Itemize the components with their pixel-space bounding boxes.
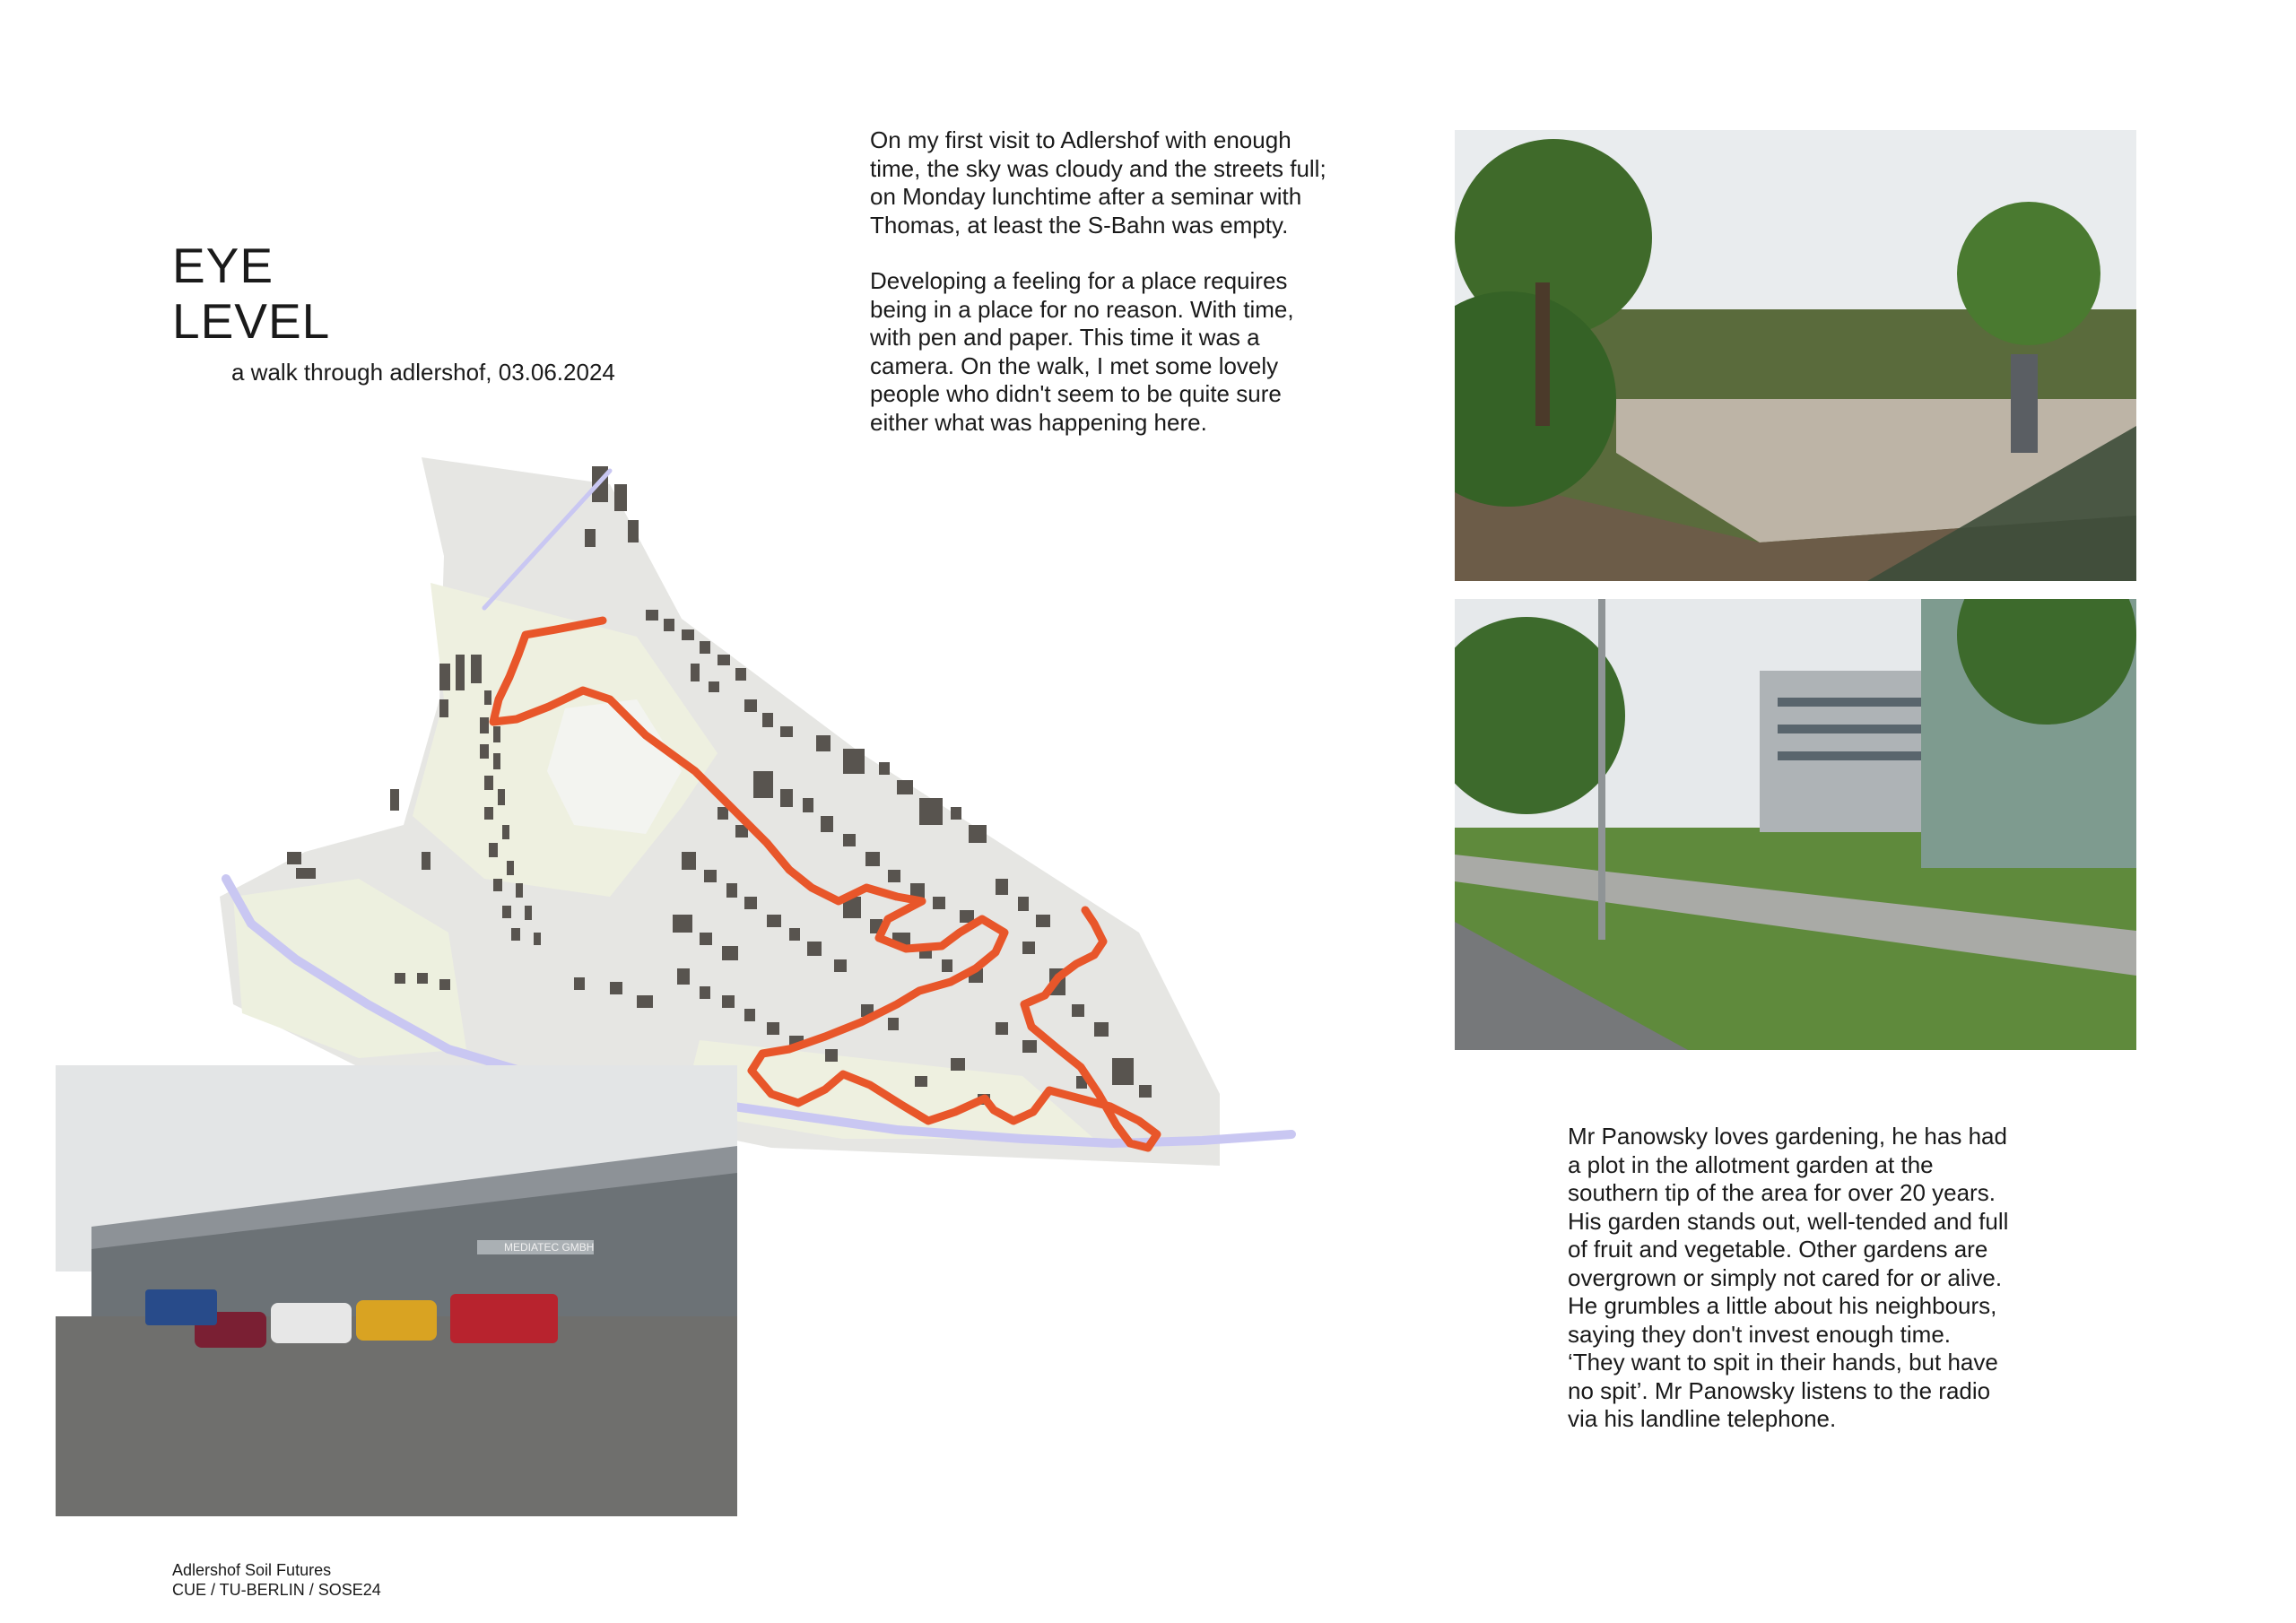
intro-paragraph-1: On my first visit to Adlershof with enough time, the sky was cloudy and the streets full; on Monday lunchtime after a seminar with Thomas, at least the S-Bahn was empty. <box>870 126 1326 239</box>
warehouse-sign: MEDIATEC GMBH <box>504 1241 595 1254</box>
intro-text <box>870 126 1336 437</box>
title-block <box>172 238 330 349</box>
photo-campus-lawn <box>1455 599 2136 1050</box>
footer-project-name: Adlershof Soil Futures <box>172 1561 332 1579</box>
intro-paragraph-2: Developing a feeling for a place requires being in a place for no reason. With time, with pen and paper. This time it was a camera. On the walk, I met some lovely people who didn't seem to be quite sure either what was happening here. <box>870 267 1294 436</box>
story-paragraph: Mr Panowsky loves gardening, he has had a plot in the allotment garden at the southern tip of the area for over 20 years. His garden stands out, well-tended and full of fruit and vegetable. Other gardens are overgrown or simply not cared for or alive. He grumbles a little about his neighbours, saying they don't invest enough time. ‘They want to spit in their hands, but have no spit’. Mr Panowsky listens to the radio via his landline telephone. <box>1568 1123 2009 1432</box>
subtitle: a walk through adlershof, 03.06.2024 <box>231 359 615 386</box>
photo-warehouse-parking <box>56 1065 737 1516</box>
footer-course-info: CUE / TU-BERLIN / SOSE24 <box>172 1581 381 1599</box>
footer <box>172 1560 381 1600</box>
page-title-line-2: LEVEL <box>172 293 331 349</box>
photo-allotment-garden <box>1455 130 2136 581</box>
story-text <box>1568 1123 2012 1434</box>
page-title-line-1: EYE <box>172 238 274 293</box>
